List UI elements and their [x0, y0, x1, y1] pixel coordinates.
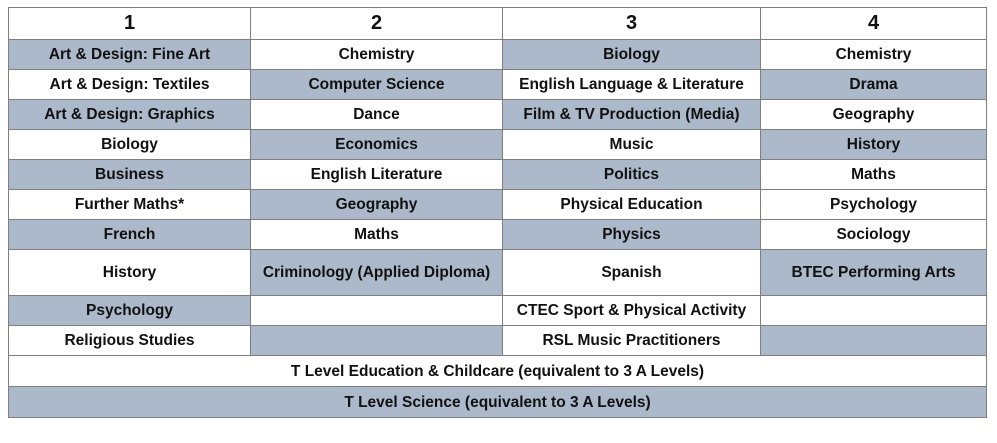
table-cell: Dance — [251, 100, 503, 130]
table-cell: CTEC Sport & Physical Activity — [503, 296, 761, 326]
table-cell: BTEC Performing Arts — [761, 250, 987, 296]
t-level-education-cell: T Level Education & Childcare (equivalent to 3 A Levels) — [9, 356, 987, 387]
table-cell: Spanish — [503, 250, 761, 296]
t-level-row — [9, 387, 987, 418]
table-cell: Geography — [251, 190, 503, 220]
table-cell: Music — [503, 130, 761, 160]
table-row — [9, 130, 987, 160]
table-cell: Computer Science — [251, 70, 503, 100]
table-cell: Geography — [761, 100, 987, 130]
table-row — [9, 296, 987, 326]
table-cell: English Language & Literature — [503, 70, 761, 100]
table-cell: Physical Education — [503, 190, 761, 220]
column-header-3: 3 — [503, 8, 761, 40]
subject-options-table-wrapper — [8, 7, 986, 418]
table-cell: History — [9, 250, 251, 296]
table-cell: Further Maths* — [9, 190, 251, 220]
table-cell: Physics — [503, 220, 761, 250]
table-cell: History — [761, 130, 987, 160]
table-cell: Drama — [761, 70, 987, 100]
t-level-science-cell: T Level Science (equivalent to 3 A Levels) — [9, 387, 987, 418]
t-level-row — [9, 356, 987, 387]
table-cell: Economics — [251, 130, 503, 160]
table-cell: French — [9, 220, 251, 250]
table-cell: Business — [9, 160, 251, 190]
table-cell: Film & TV Production (Media) — [503, 100, 761, 130]
table-cell: Art & Design: Graphics — [9, 100, 251, 130]
table-row — [9, 40, 987, 70]
table-cell: Politics — [503, 160, 761, 190]
table-cell: Biology — [503, 40, 761, 70]
table-cell: Maths — [251, 220, 503, 250]
column-header-2: 2 — [251, 8, 503, 40]
table-cell: Maths — [761, 160, 987, 190]
table-row — [9, 326, 987, 356]
table-cell: Art & Design: Fine Art — [9, 40, 251, 70]
table-cell: English Literature — [251, 160, 503, 190]
table-row — [9, 250, 987, 296]
table-row — [9, 160, 987, 190]
column-header-1: 1 — [9, 8, 251, 40]
table-cell: Psychology — [9, 296, 251, 326]
column-header-4: 4 — [761, 8, 987, 40]
table-cell-empty — [251, 296, 503, 326]
table-cell: Chemistry — [761, 40, 987, 70]
table-row — [9, 100, 987, 130]
table-cell-empty — [761, 326, 987, 356]
table-cell: Religious Studies — [9, 326, 251, 356]
table-cell: Sociology — [761, 220, 987, 250]
subject-options-table — [8, 7, 987, 418]
table-cell: Chemistry — [251, 40, 503, 70]
table-cell: Psychology — [761, 190, 987, 220]
table-row — [9, 190, 987, 220]
table-cell-empty — [251, 326, 503, 356]
table-cell: Criminology (Applied Diploma) — [251, 250, 503, 296]
table-cell-empty — [761, 296, 987, 326]
table-row — [9, 70, 987, 100]
table-row — [9, 220, 987, 250]
table-cell: Art & Design: Textiles — [9, 70, 251, 100]
table-cell: Biology — [9, 130, 251, 160]
table-cell: RSL Music Practitioners — [503, 326, 761, 356]
header-row — [9, 8, 987, 40]
